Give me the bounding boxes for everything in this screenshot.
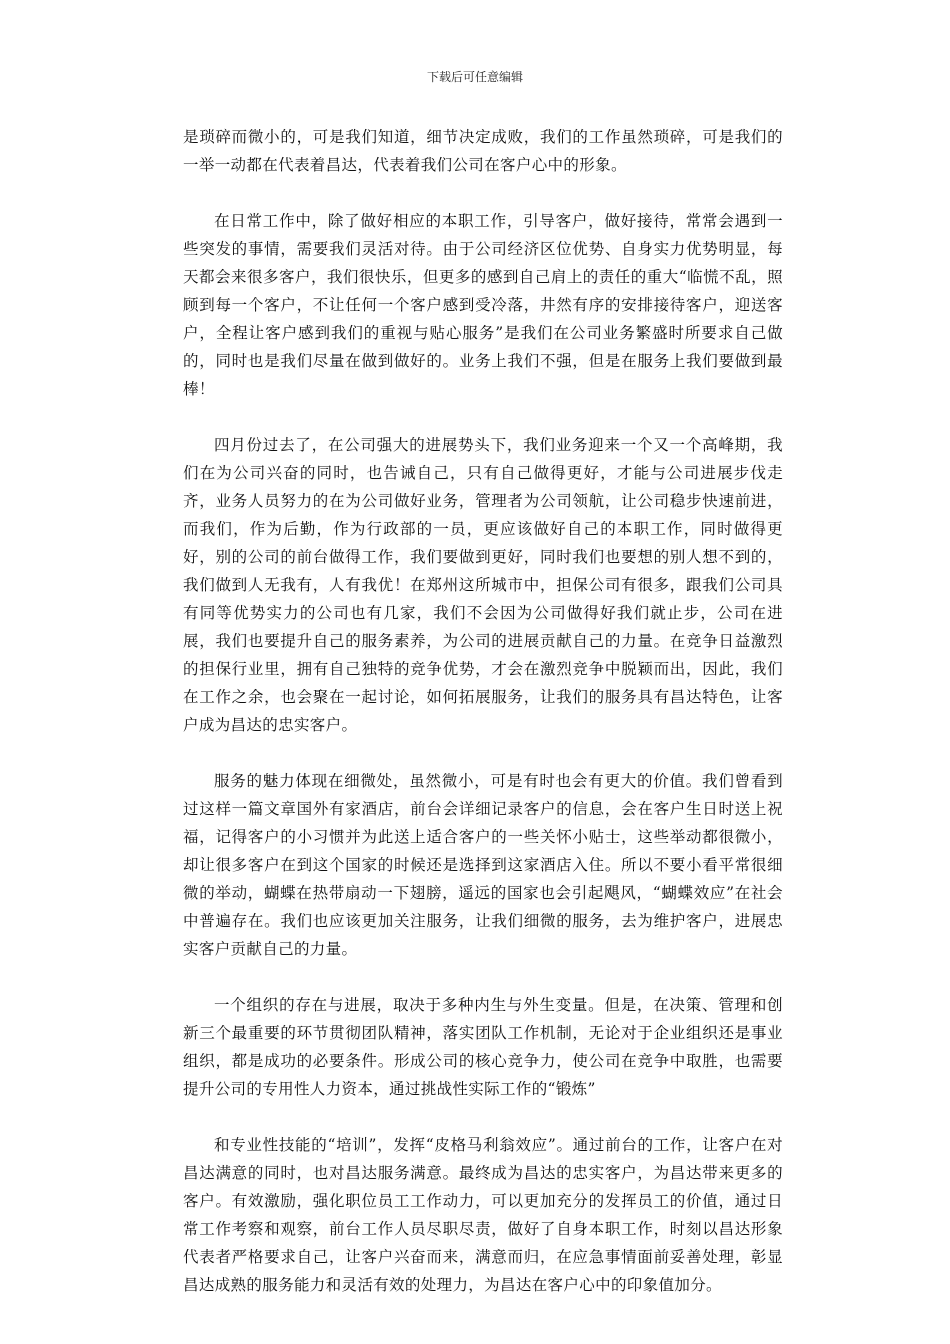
paragraph-6: 和专业性技能的“培训”，发挥“皮格马利翁效应”。通过前台的工作，让客户在对昌达满意的同时，也对昌达服务满意。最终成为昌达的忠实客户，为昌达带来更多的客户。有效激励，强化职位员工工作动力，可以更加充分的发挥员工的价值，通过日常工作考察和观察，前台工作人员尽职尽责，做好了自身本职工作，时刻以昌达形象代表者严格要求自己，让客户兴奋而来，满意而归，在应急事情面前妥善处理，彰显昌达成熟的服务能力和灵活有效的处理力，为昌达在客户心中的印象值加分。 bbox=[183, 1136, 783, 1294]
paragraph-1: 是琐碎而微小的，可是我们知道，细节决定成败，我们的工作虽然琐碎，可是我们的一举一动都在代表着昌达，代表着我们公司在客户心中的形象。 bbox=[183, 128, 783, 174]
paragraph-4: 服务的魅力体现在细微处，虽然微小，可是有时也会有更大的价值。我们曾看到过这样一篇文章国外有家酒店，前台会详细记录客户的信息，会在客户生日时送上祝福，记得客户的小习惯并为此送上适合客户的一些关怀小贴士，这些举动都很微小，却让很多客户在到这个国家的时候还是选择到这家酒店入住。所以不要小看平常很细微的举动，蝴蝶在热带扇动一下翅膀，遥远的国家也会引起飓风，“蝴蝶效应”在社会中普遍存在。我们也应该更加关注服务，让我们细微的服务，去为维护客户，进展忠实客户贡献自己的力量。 bbox=[183, 772, 783, 958]
paragraph-2: 在日常工作中，除了做好相应的本职工作，引导客户，做好接待，常常会遇到一些突发的事情，需要我们灵活对待。由于公司经济区位优势、自身实力优势明显，每天都会来很多客户，我们很快乐，但更多的感到自己肩上的责任的重大“临慌不乱，照顾到每一个客户，不让任何一个客户感到受冷落，井然有序的安排接待客户，迎送客户，全程让客户感到我们的重视与贴心服务”是我们在公司业务繁盛时所要求自己做的，同时也是我们尽量在做到做好的。业务上我们不强，但是在服务上我们要做到最棒！ bbox=[183, 212, 783, 398]
document-body bbox=[183, 123, 783, 1327]
download-note: 下载后可任意编辑 bbox=[426, 70, 523, 84]
paragraph-5: 一个组织的存在与进展，取决于多种内生与外生变量。但是，在决策、管理和创新三个最重要的环节贯彻团队精神，落实团队工作机制，无论对于企业组织还是事业组织，都是成功的必要条件。形成公司的核心竞争力，使公司在竞争中取胜，也需要提升公司的专用性人力资本，通过挑战性实际工作的“锻炼” bbox=[183, 996, 783, 1098]
paragraph-3: 四月份过去了，在公司强大的进展势头下，我们业务迎来一个又一个高峰期，我们在为公司兴奋的同时，也告诫自己，只有自己做得更好，才能与公司进展步伐走齐，业务人员努力的在为公司做好业务，管理者为公司领航，让公司稳步快速前进，而我们，作为后勤，作为行政部的一员，更应该做好自己的本职工作，同时做得更好，别的公司的前台做得工作，我们要做到更好，同时我们也要想的别人想不到的，我们做到人无我有，人有我优！在郑州这所城市中，担保公司有很多，跟我们公司具有同等优势实力的公司也有几家，我们不会因为公司做得好我们就止步，公司在进展，我们也要提升自己的服务素养，为公司的进展贡献自己的力量。在竞争日益激烈的担保行业里，拥有自己独特的竞争优势，才会在激烈竞争中脱颖而出，因此，我们在工作之余，也会聚在一起讨论，如何拓展服务，让我们的服务具有昌达特色，让客户成为昌达的忠实客户。 bbox=[183, 436, 783, 734]
